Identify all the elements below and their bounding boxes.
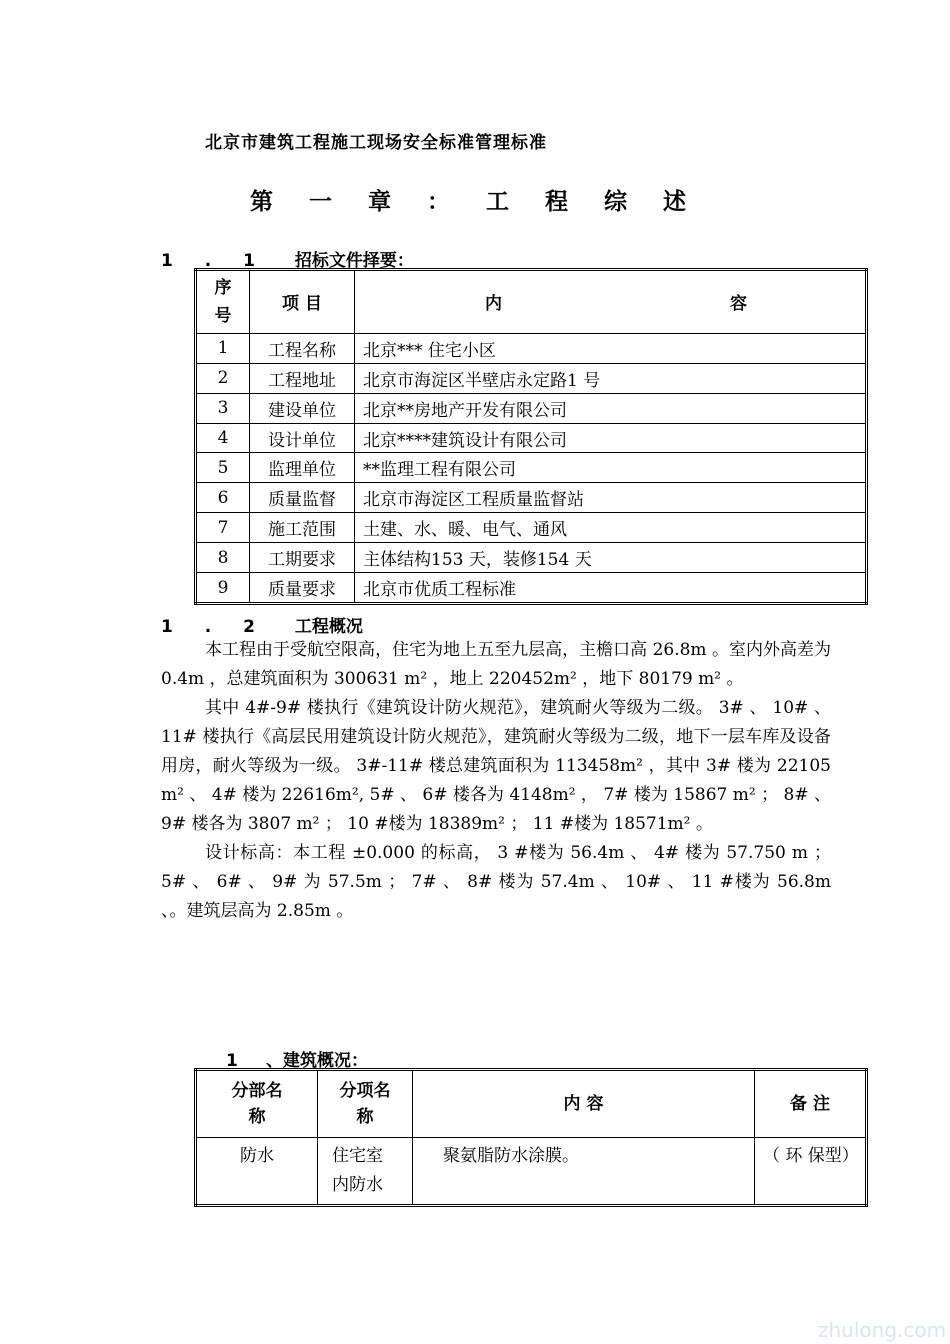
header-no: 序号 [196, 270, 250, 334]
tender-summary-table [194, 268, 868, 605]
header-content: 内 容 [413, 1070, 755, 1138]
table-header-row [196, 270, 867, 334]
header-note: 备 注 [755, 1070, 867, 1138]
section-number: 1 . 2 [161, 617, 255, 637]
header-content: 内 容 [355, 270, 867, 334]
table-row: 4 设计单位 北京****建筑设计有限公司 [196, 423, 867, 453]
header-item: 项 目 [250, 270, 355, 334]
table-row: 防水 住宅室内防水 聚氨脂防水涂膜。 （ 环 保型） [196, 1138, 867, 1206]
section-heading-1-2 [161, 612, 363, 637]
paragraph: 本工程由于受航空限高，住宅为地上五至九层高，主檐口高 26.8m 。室内外高差为 0.4m ，总建筑面积为 300631 m² ，地上 220452m² ，地下 80179 m² 。 [161, 640, 831, 689]
paragraph: 其中 4#-9# 楼执行《建筑设计防火规范》，建筑耐火等级为二级。 3# 、 10# 、 11# 楼执行《高层民用建筑设计防火规范》，建筑耐火等级为二级，地下一层车库及设备用房，耐火等级为一级。 3#-11# 楼总建筑面积为 113458m² ，其中 3# 楼为 22105 m² 、 4# 楼为 22616m², 5# 、 6# 楼各为 4148m² ， 7# 楼为 15867 m² ； 8# 、 9# 楼各为 3807 m² ； 10 #楼为 18389m² ； 11 #楼为 18571m² 。 [161, 698, 831, 834]
section-title: 招标文件择要： [294, 251, 414, 271]
document-title: 北京市建筑工程施工现场安全标准管理标准 [205, 133, 547, 153]
section-number: 1 [226, 1051, 238, 1071]
watermark-text: zhulong.com [818, 1318, 947, 1342]
chapter-title: 第 一 章 ： 工 程 综 述 [249, 189, 701, 215]
table-row: 6 质量监督 北京市海淀区工程质量监督站 [196, 483, 867, 513]
header-part: 分部名称 [196, 1070, 318, 1138]
architecture-overview-table [194, 1068, 868, 1207]
table-row: 5 监理单位 **监理工程有限公司 [196, 453, 867, 483]
table-row: 3 建设单位 北京**房地产开发有限公司 [196, 393, 867, 423]
table-row: 2 工程地址 北京市海淀区半壁店永定路1 号 [196, 363, 867, 393]
table-header-row [196, 1070, 867, 1138]
section-number: 1 . 1 [161, 251, 255, 271]
table-row: 9 质量要求 北京市优质工程标准 [196, 573, 867, 604]
table-row: 7 施工范围 土建、水、暖、电气、通风 [196, 513, 867, 543]
section-title: 工程概况 [294, 617, 363, 637]
section-title: 、建筑概况： [266, 1051, 368, 1071]
project-overview-text [161, 636, 831, 926]
header-sub: 分项名称 [318, 1070, 413, 1138]
paragraph: 设计标高：本工程 ±0.000 的标高， 3 #楼为 56.4m 、 4# 楼为 57.750 m ； 5# 、 6# 、 9# 为 57.5m ； 7# 、 8# 楼为 57.4m 、 10# 、 11 #楼为 56.8m 、。建筑层高为 2.85m 。 [161, 843, 831, 921]
table-row: 1 工程名称 北京*** 住宅小区 [196, 333, 867, 363]
table-row: 8 工期要求 主体结构153 天，装修154 天 [196, 543, 867, 573]
